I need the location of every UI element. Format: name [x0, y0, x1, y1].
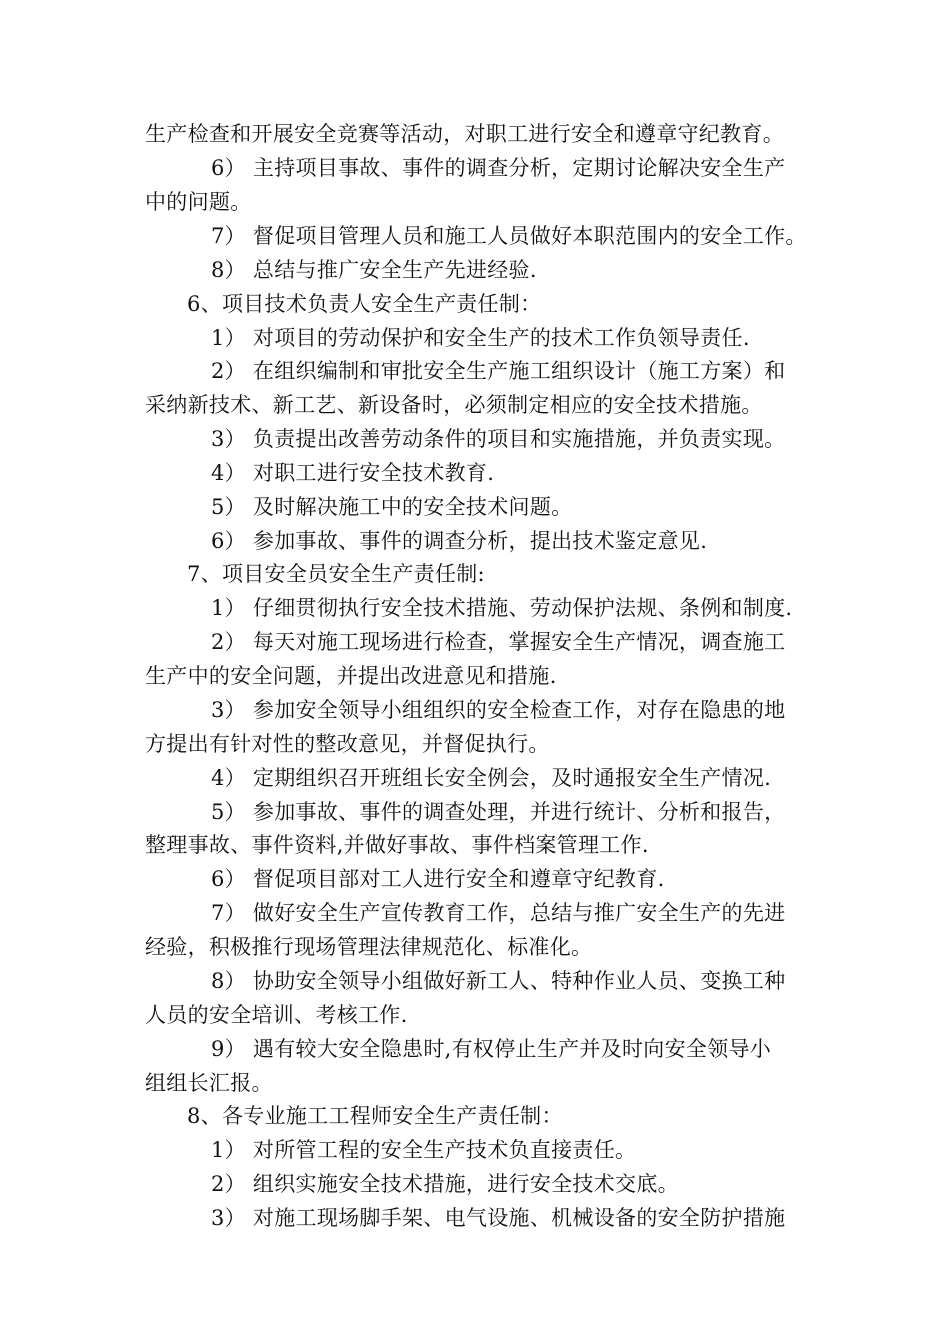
- text-line: 整理事故、事件资料,并做好事故、事件档案管理工作.: [145, 833, 649, 857]
- text-line: 经验，积极推行现场管理法律规范化、标准化。: [145, 935, 593, 959]
- list-item: 4） 对职工进行安全技术教育.: [211, 461, 495, 485]
- list-item: 1） 仔细贯彻执行安全技术措施、劳动保护法规、条例和制度.: [211, 596, 793, 620]
- list-item: 4） 定期组织召开班组长安全例会，及时通报安全生产情况.: [211, 766, 772, 790]
- list-item: 3） 负责提出改善劳动条件的项目和实施措施，并负责实现。: [211, 427, 786, 451]
- text-line: 组组长汇报。: [145, 1071, 273, 1095]
- list-item: 5） 参加事故、事件的调查处理，并进行统计、分析和报告，: [211, 800, 786, 824]
- list-item: 8） 总结与推广安全生产先进经验.: [211, 258, 537, 282]
- list-item: 9） 遇有较大安全隐患时,有权停止生产并及时向安全领导小: [211, 1037, 772, 1061]
- text-line: 采纳新技术、新工艺、新设备时，必须制定相应的安全技术措施。: [145, 393, 763, 417]
- list-item: 2） 组织实施安全技术措施，进行安全技术交底。: [211, 1172, 679, 1196]
- list-item: 7） 做好安全生产宣传教育工作，总结与推广安全生产的先进: [211, 901, 786, 925]
- text-line: 生产中的安全问题，并提出改进意见和措施.: [145, 664, 557, 688]
- section-heading: 8、各专业施工工程师安全生产责任制：: [187, 1104, 563, 1128]
- section-heading: 7、项目安全员安全生产责任制:: [187, 562, 485, 586]
- section-heading: 6、项目技术负责人安全生产责任制：: [187, 292, 542, 316]
- list-item: 6） 主持项目事故、事件的调查分析，定期讨论解决安全生产: [211, 156, 786, 180]
- text-line: 人员的安全培训、考核工作.: [145, 1003, 408, 1027]
- list-item: 8） 协助安全领导小组做好新工人、特种作业人员、变换工种: [211, 969, 786, 993]
- text-line: 方提出有针对性的整改意见，并督促执行。: [145, 732, 550, 756]
- list-item: 5） 及时解决施工中的安全技术问题。: [211, 495, 573, 519]
- list-item: 3） 参加安全领导小组组织的安全检查工作，对存在隐患的地: [211, 698, 786, 722]
- list-item: 6） 参加事故、事件的调查分析，提出技术鉴定意见.: [211, 529, 708, 553]
- text-line: 生产检查和开展安全竞赛等活动，对职工进行安全和遵章守纪教育。: [145, 122, 784, 146]
- list-item: 6） 督促项目部对工人进行安全和遵章守纪教育.: [211, 867, 665, 891]
- list-item: 7） 督促项目管理人员和施工人员做好本职范围内的安全工作。: [211, 224, 807, 248]
- text-line: 中的问题。: [145, 190, 252, 214]
- list-item: 1） 对项目的劳动保护和安全生产的技术工作负领导责任.: [211, 326, 750, 350]
- list-item: 2） 每天对施工现场进行检查，掌握安全生产情况，调查施工: [211, 630, 786, 654]
- list-item: 2） 在组织编制和审批安全生产施工组织设计（施工方案）和: [211, 359, 786, 383]
- list-item: 3） 对施工现场脚手架、电气设施、机械设备的安全防护措施: [211, 1206, 786, 1230]
- list-item: 1） 对所管工程的安全生产技术负直接责任。: [211, 1138, 637, 1162]
